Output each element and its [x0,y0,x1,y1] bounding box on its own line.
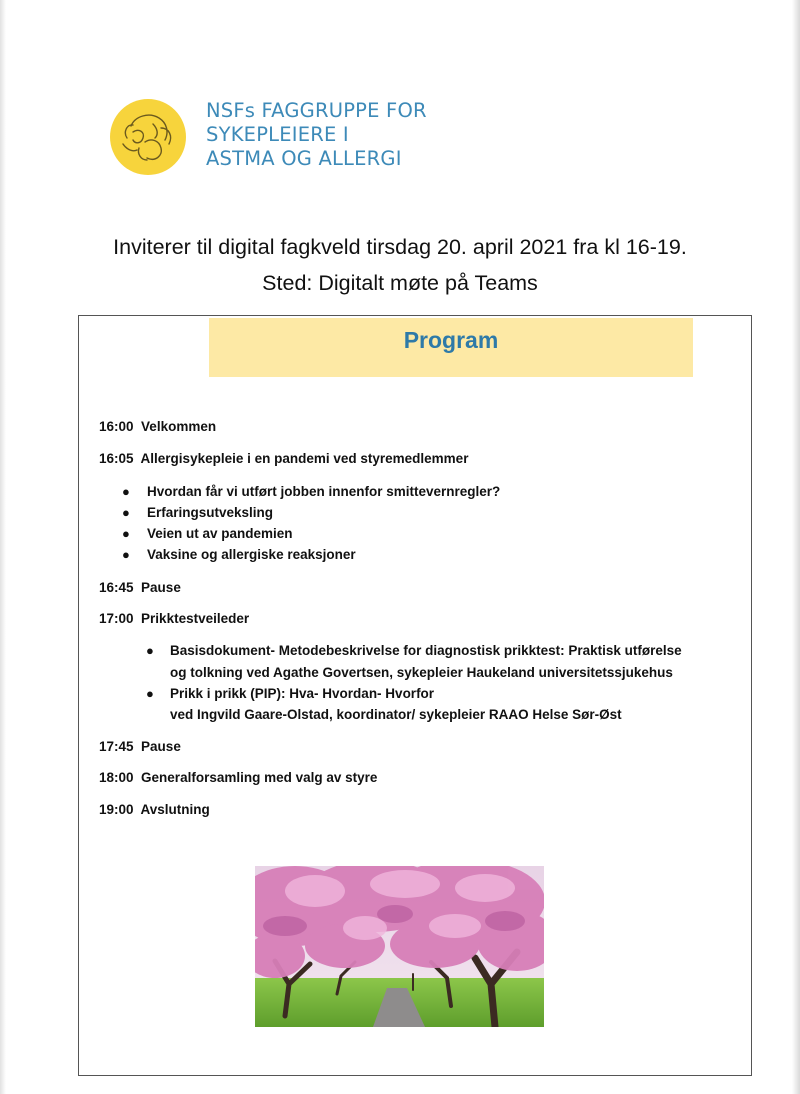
bullet-icon: ● [122,505,130,520]
agenda-bullet: Erfaringsutveksling [147,505,274,520]
bullet-icon: ● [122,526,130,541]
agenda-item-1600 [99,419,216,434]
agenda-bullet-line2: og tolkning ved Agathe Govertsen, sykepleier Haukeland universitetssjukehus [170,665,673,680]
agenda-bullet: Hvordan får vi utført jobben innenfor smittevernregler? [147,484,501,499]
agenda-time: 17:00 [99,611,134,626]
org-line-1: NSFs FAGGRUPPE FOR [206,99,427,122]
agenda-text: Pause [141,580,181,595]
agenda-text: Generalforsamling med valg av styre [141,770,378,785]
location-line: Sted: Digitalt møte på Teams [262,271,538,295]
bullet-icon: ● [146,686,154,701]
agenda-item-1700 [99,611,249,626]
agenda-bullet-line2: ved Ingvild Gaare-Olstad, koordinator/ sykepleier RAAO Helse Sør-Øst [170,707,622,722]
agenda-time: 16:00 [99,419,134,434]
agenda-bullet-line1: Prikk i prikk (PIP): Hva- Hvordan- Hvorfor [170,686,435,701]
agenda-text: Prikktestveileder [141,611,250,626]
agenda-item-1645 [99,580,181,595]
agenda-item-1800 [99,770,377,785]
agenda-bullet-line1: Basisdokument- Metodebeskrivelse for diagnostisk prikktest: Praktisk utførelse [170,643,682,658]
agenda-text: Velkommen [141,419,217,434]
agenda-item-1605 [99,451,468,466]
page-left-edge [0,0,6,1094]
agenda-bullet: Veien ut av pandemien [147,526,293,541]
bullet-icon: ● [122,547,130,562]
organization-name [206,99,427,171]
cherry-blossom-photo [255,866,544,1027]
agenda-time: 18:00 [99,770,134,785]
nsf-logo-icon [109,98,187,176]
agenda-text: Pause [141,739,181,754]
agenda-item-1745 [99,739,181,754]
agenda-time: 19:00 [99,802,134,817]
org-line-2: SYKEPLEIERE I [206,123,349,146]
bullet-icon: ● [122,484,130,499]
bullet-icon: ● [146,643,154,658]
agenda-bullet: Vaksine og allergiske reaksjoner [147,547,356,562]
agenda-item-1900 [99,802,210,817]
program-banner [209,318,693,377]
org-line-3: ASTMA OG ALLERGI [206,147,402,170]
invite-line: Inviterer til digital fagkveld tirsdag 20. april 2021 fra kl 16-19. [113,235,687,259]
page-right-edge [792,0,800,1094]
agenda-text: Allergisykepleie i en pandemi ved styremedlemmer [140,451,469,466]
agenda-text: Avslutning [140,802,210,817]
agenda-time: 16:05 [99,451,134,466]
agenda-time: 17:45 [99,739,134,754]
agenda-time: 16:45 [99,580,134,595]
program-title: Program [403,327,499,353]
